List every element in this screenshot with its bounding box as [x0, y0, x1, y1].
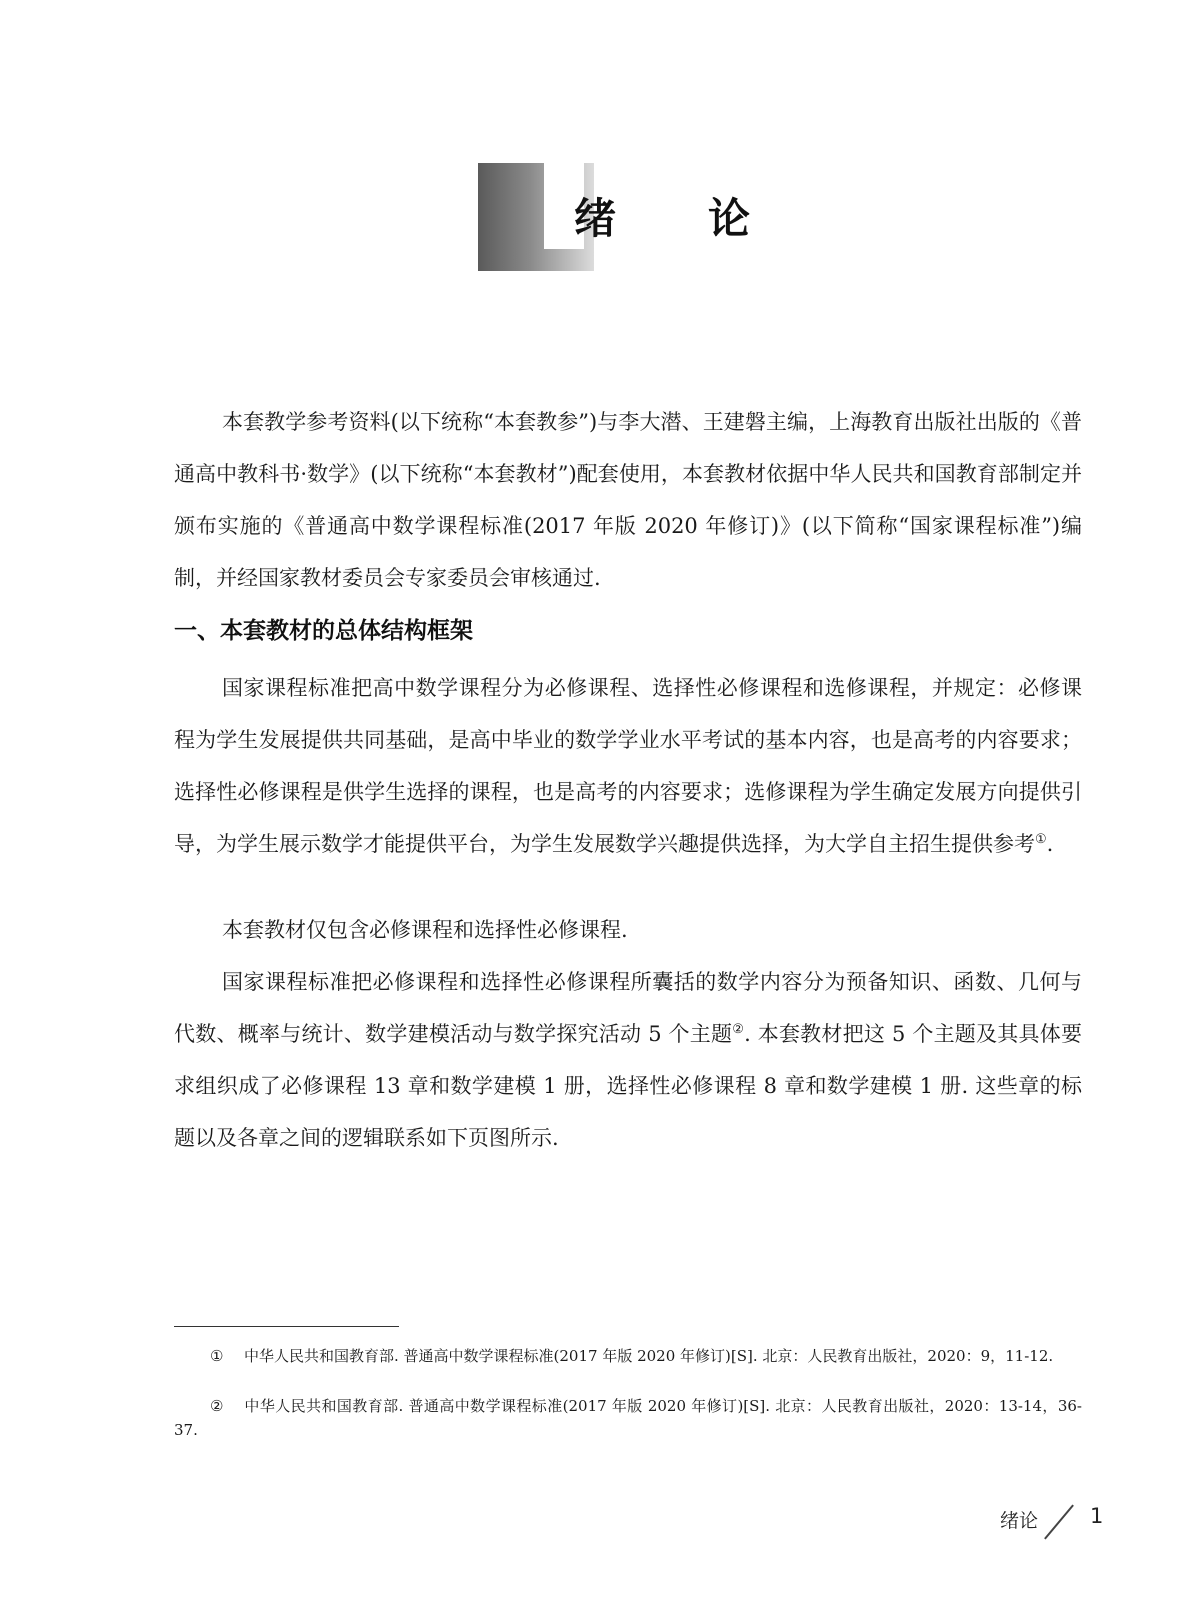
- footnote-1: [174, 1344, 1082, 1368]
- footnote-2: [174, 1394, 1082, 1442]
- curriculum-paragraph-text: 国家课程标准把高中数学课程分为必修课程、选择性必修课程和选修课程，并规定：必修课程为学生发展提供共同基础，是高中毕业的数学学业水平考试的基本内容，也是高考的内容要求；选择性必修课程是供学生选择的课程，也是高考的内容要求；选修课程为学生确定发展方向提供引导，为学生展示数学才能提供平台，为学生发展数学兴趣提供选择，为大学自主招生提供参考: [174, 676, 1082, 856]
- running-head: 绪论: [1000, 1510, 1039, 1532]
- footnote-1-text: 中华人民共和国教育部. 普通高中数学课程标准(2017 年版 2020 年修订)[S]. 北京：人民教育出版社，2020：9，11-12.: [244, 1347, 1054, 1365]
- footnote-2-text: 中华人民共和国教育部. 普通高中数学课程标准(2017 年版 2020 年修订)[S]. 北京：人民教育出版社，2020：13-14，36-37.: [174, 1397, 1082, 1439]
- scope-paragraph: 本套教材仅包含必修课程和选择性必修课程.: [222, 918, 628, 942]
- chapter-title-char-1: 绪: [574, 194, 617, 243]
- curriculum-paragraph-end: .: [1046, 832, 1054, 856]
- chapter-title: [574, 186, 750, 246]
- footnote-ref-2: ②: [732, 1022, 745, 1037]
- intro-paragraph: 本套教学参考资料(以下统称“本套教参”)与李大潜、王建磐主编，上海教育出版社出版的《普通高中教科书·数学》(以下统称“本套教材”)配套使用，本套教材依据中华人民共和国教育部制定并颁布实施的《普通高中数学课程标准(2017 年版 2020 年修订)》(以下简称“国家课程标准”)编制，并经国家教材委员会专家委员会审核通过.: [174, 410, 1082, 590]
- footnote-1-mark: ①: [210, 1347, 224, 1365]
- themes-paragraph-text-a: 国家课程标准把必修课程和选择性必修课程所囊括的数学内容分为预备知识、函数、几何与代数、概率与统计、数学建模活动与数学探究活动 5 个主题: [174, 970, 1082, 1046]
- page-number: 1: [1090, 1504, 1104, 1528]
- footnote-divider: [174, 1326, 399, 1327]
- section-heading: 一、本套教材的总体结构框架: [174, 618, 473, 644]
- themes-paragraph-text-b: . 本套教材把这 5 个主题及其具体要求组织成了必修课程 13 章和数学建模 1 册，选择性必修课程 8 章和数学建模 1 册. 这些章的标题以及各章之间的逻辑联系如下页图所示.: [174, 1022, 1083, 1150]
- themes-paragraph: [174, 956, 1082, 1164]
- footnote-2-mark: ②: [210, 1397, 224, 1415]
- footnote-ref-1: ①: [1035, 832, 1047, 847]
- chapter-title-char-2: 论: [708, 194, 751, 243]
- footer-slash-divider: [1044, 1505, 1074, 1540]
- curriculum-paragraph: [174, 662, 1082, 870]
